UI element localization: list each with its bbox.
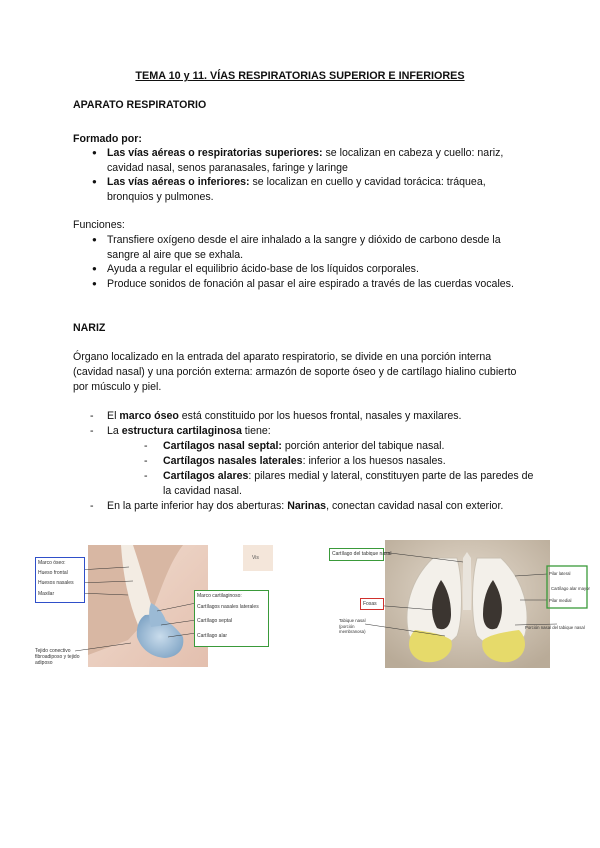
figure-label: Cartílago alar [197,633,228,639]
figure-label: Cartílago septal [197,618,233,624]
formado-list [92,146,532,204]
section-heading-aparato: APARATO RESPIRATORIO [73,99,207,111]
figure-label: Huesos nasales [38,580,74,586]
nose-inferior-figure [325,540,593,668]
nariz-paragraph: Órgano localizado en la entrada del aparato respiratorio, se divide en una porción interna (cavidad nasal) y una porción externa: armazón de soporte óseo y de cartílago hialino cubierto por músculo y piel. [73,351,517,393]
cartilage-sublist [107,439,544,499]
list-item: ● Las vías aéreas o respiratorias superiores: se localizan en cabeza y cuello: nariz, cavidad nasal, senos paranasales, faringe y laringe [92,146,532,175]
list-item: ● Las vías aéreas o inferiores: se localizan en cuello y cavidad torácica: tráquea, bronquios y pulmones. [92,175,532,204]
list-item: - El marco óseo está constituido por los huesos frontal, nasales y maxilares. [90,409,550,424]
cartilage-frame-box [194,590,269,647]
nariz-dash-list [90,409,550,514]
section-heading-nariz: NARIZ [73,322,106,334]
figure-label: Fosas [363,601,377,607]
list-item: ● Ayuda a regular el equilibrio ácido-base de los líquidos corporales. [92,262,532,277]
figure-label: Porción nasal del tabique nasal [525,625,585,630]
bone-frame-box [35,557,85,603]
formado-heading: Formado por: [73,133,142,145]
figure-label: Cartílago del tabique nasal [332,551,392,557]
list-item: - Cartílagos nasal septal: porción anterior del tabique nasal. [144,439,544,454]
list-item: ● Transfiere oxígeno desde el aire inhalado a la sangre y dióxido de carbono desde la sangre al aire que se exhala. [92,233,532,262]
figure-label: Marco óseo: [38,560,66,566]
figure-label: Hueso frontal [38,570,68,576]
list-item: - Cartílagos alares: pilares medial y lateral, constituyen parte de las paredes de la cavidad nasal. [144,469,544,499]
figure-label: Pilar lateral [549,571,571,576]
septal-label-box [329,548,392,561]
figure-label: Cartílago alar mayor [551,586,590,591]
list-item: - La estructura cartilaginosa tiene: - Cartílagos nasal septal: porción anterior del tabique nasal. - Cartílagos nasales laterales: inferior a los huesos nasales. - Cartílagos alares: pilares medial y lateral, constituyen parte de las paredes de la cavidad nasal. [90,424,550,499]
page-title: TEMA 10 y 11. VÍAS RESPIRATORIAS SUPERIOR E INFERIORES [135,70,465,82]
funciones-heading: Funciones: [73,219,125,231]
list-item: - En la parte inferior hay dos aberturas: Narinas, conectan cavidad nasal con exterior. [90,499,550,514]
figure-label: Vis [252,555,259,561]
funciones-list [92,233,532,291]
list-item: ● Produce sonidos de fonación al pasar el aire espirado a través de las cuerdas vocales. [92,277,532,292]
figure-label: Tabique nasal (porción membranosa) [339,618,366,634]
figure-label: Pilar medial [549,598,572,603]
list-item: - Cartílagos nasales laterales: inferior a los huesos nasales. [144,454,544,469]
nose-lateral-figure [33,545,273,667]
figure-label: Marco cartilaginoso: [197,593,242,599]
figure-label: Tejido conectivo fibroadiposo y tejido adiposo [35,648,80,666]
figure-label: Cartílagos nasales laterales [197,604,259,610]
fosas-label-box [360,598,384,610]
figure-label: Maxilar [38,591,55,597]
